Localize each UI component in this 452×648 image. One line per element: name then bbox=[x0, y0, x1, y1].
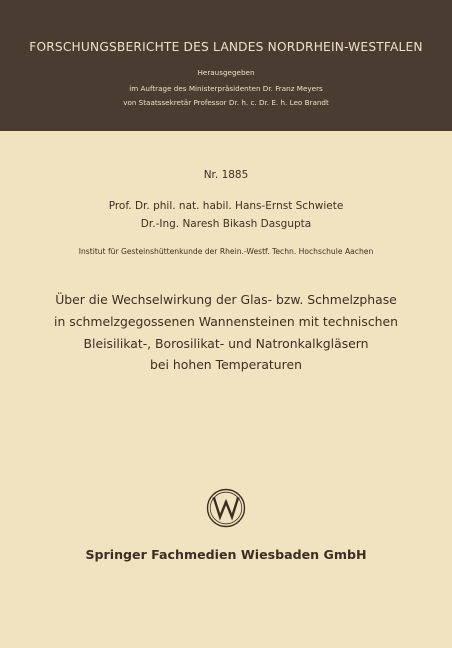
springer-logo-icon bbox=[206, 488, 246, 528]
author-1: Prof. Dr. phil. nat. habil. Hans-Ernst Schwiete bbox=[108, 200, 344, 212]
header-band bbox=[0, 0, 452, 131]
herausgegeben-label: Herausgegeben bbox=[197, 68, 255, 77]
staatssekretaer-line: von Staatssekretär Professor Dr. h. c. Dr. E. h. Leo Brandt bbox=[123, 98, 329, 107]
report-number: Nr. 1885 bbox=[203, 169, 249, 181]
auftrag-line: im Auftrage des Ministerpräsidenten Dr. Franz Meyers bbox=[129, 84, 323, 93]
title-line-3: Bleisilikat-, Borosilikat- und Natronkalkgläsern bbox=[83, 336, 369, 351]
title-line-4: bei hohen Temperaturen bbox=[150, 357, 302, 372]
institute: Institut für Gesteinshüttenkunde der Rhein.-Westf. Techn. Hochschule Aachen bbox=[78, 247, 374, 256]
series-title: FORSCHUNGSBERICHTE DES LANDES NORDRHEIN-WESTFALEN bbox=[29, 40, 423, 54]
title-line-2: in schmelzgegossenen Wannensteinen mit technischen bbox=[54, 314, 398, 329]
publisher-name: Springer Fachmedien Wiesbaden GmbH bbox=[85, 547, 367, 562]
title-line-1: Über die Wechselwirkung der Glas- bzw. Schmelzphase bbox=[55, 292, 397, 307]
author-2: Dr.-Ing. Naresh Bikash Dasgupta bbox=[140, 218, 312, 230]
